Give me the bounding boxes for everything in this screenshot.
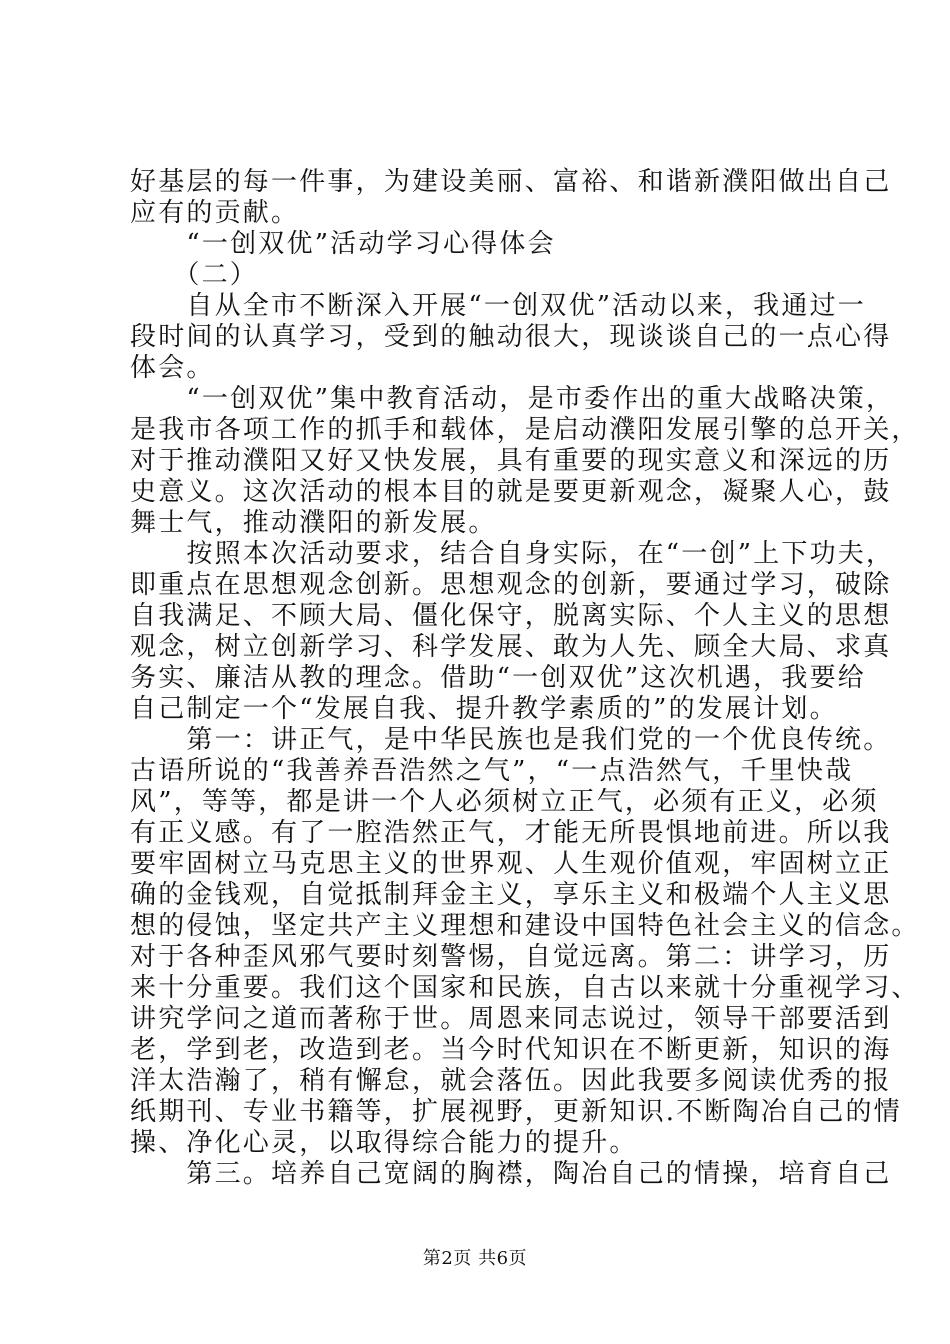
text-line: “一创双优”集中教育活动，是市委作出的重大战略决策， — [130, 384, 895, 414]
text-line: 是我市各项工作的抓手和载体，是启动濮阳发展引擎的总开关， — [130, 415, 920, 445]
text-line: 按照本次活动要求，结合自身实际，在“一创”上下功夫， — [130, 539, 895, 569]
text-line: 想的侵蚀，坚定共产主义理想和建设中国特色社会主义的信念。 — [130, 911, 920, 941]
section-number: （二） — [130, 260, 259, 290]
text-line: 古语所说的“我善养吾浩然之气”，“一点浩然气，千里快哉 — [130, 756, 854, 786]
text-line: 要牢固树立马克思主义的世界观、人生观价值观，牢固树立正 — [130, 849, 892, 879]
text-line: 对于推动濮阳又好又快发展，具有重要的现实意义和深远的历 — [130, 446, 892, 476]
text-line: 来十分重要。我们这个国家和民族，自古以来就十分重视学习、 — [130, 973, 920, 1003]
text-line: 确的金钱观，自觉抵制拜金主义，享乐主义和极端个人主义思 — [130, 880, 892, 910]
text-line: 舞士气，推动濮阳的新发展。 — [130, 508, 497, 538]
text-line: 务实、廉洁从教的理念。借助“一创双优”这次机遇，我要给 — [130, 663, 866, 693]
text-line: 观念，树立创新学习、科学发展、敢为人先、顾全大局、求真 — [130, 632, 892, 662]
text-line: 风”，等等，都是讲一个人必须树立正气，必须有正义，必须 — [130, 787, 879, 817]
text-line: 自从全市不断深入开展“一创双优”活动以来，我通过一 — [130, 291, 866, 321]
text-line: 有正义感。有了一腔浩然正气，才能无所畏惧地前进。所以我 — [130, 818, 892, 848]
text-line: 段时间的认真学习，受到的触动很大，现谈谈自己的一点心得 — [130, 322, 892, 352]
text-line: 讲究学问之道而著称于世。周恩来同志说过，领导干部要活到 — [130, 1004, 892, 1034]
text-line: 纸期刊、专业书籍等，扩展视野，更新知识.不断陶冶自己的情 — [130, 1097, 902, 1127]
text-line: 第一：讲正气，是中华民族也是我们党的一个优良传统。 — [130, 725, 892, 755]
text-line: 对于各种歪风邪气要时刻警惕，自觉远离。第二：讲学习，历 — [130, 942, 892, 972]
text-line: 洋太浩瀚了，稍有懈怠，就会落伍。因此我要多阅读优秀的报 — [130, 1066, 892, 1096]
page-footer: 第2页 共6页 — [422, 1248, 528, 1269]
text-line: 史意义。这次活动的根本目的就是要更新观念，凝聚人心，鼓 — [130, 477, 892, 507]
text-line: 体会。 — [130, 353, 215, 383]
text-line: 自我满足、不顾大局、僵化保守，脱离实际、个人主义的思想 — [130, 601, 892, 631]
text-line: 老，学到老，改造到老。当今时代知识在不断更新，知识的海 — [130, 1035, 892, 1065]
text-line: 即重点在思想观念创新。思想观念的创新，要通过学习，破除 — [130, 570, 892, 600]
text-line: 应有的贡献。 — [130, 198, 300, 228]
text-line: 操、净化心灵，以取得综合能力的提升。 — [130, 1128, 638, 1158]
text-line: 自己制定一个“发展自我、提升教学素质的”的发展计划。 — [130, 694, 838, 724]
text-line: 第三。培养自己宽阔的胸襟，陶冶自己的情操，培育自己 — [130, 1159, 892, 1189]
text-line: 好基层的每一件事，为建设美丽、富裕、和谐新濮阳做出自己 — [130, 167, 892, 197]
section-title: “一创双优”活动学习心得体会 — [130, 229, 556, 259]
